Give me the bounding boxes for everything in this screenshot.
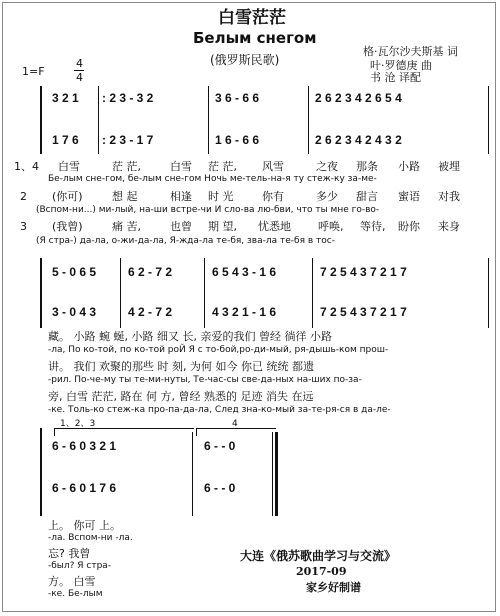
system-brace (40, 86, 42, 154)
lyric-cn: 盼你 (398, 220, 420, 233)
measure-upper: 6 2 - 7 2 (128, 265, 173, 279)
title-chinese: 白雪茫茫 (218, 8, 286, 28)
lyric-cn: 之夜 (316, 160, 338, 173)
measure-lower: 1 6 - 6 6 (215, 133, 260, 147)
volta-label: 1、2、3 (60, 419, 96, 429)
verse-number: 2 (20, 190, 27, 203)
barline (204, 258, 205, 328)
measure-lower: : 2 3 - 1 7 (102, 133, 154, 147)
lyric-cn: 也曾 (170, 220, 192, 233)
measure-upper: 6 5 4 3 - 1 6 (212, 265, 277, 279)
key-signature: 1=F (22, 65, 45, 78)
measure-lower: 6 - 6 0 1 7 6 (52, 481, 117, 495)
measure-upper: : 2 3 - 3 2 (102, 91, 154, 105)
lyric-cn: 呼唤, (318, 220, 344, 233)
system-brace (40, 258, 42, 328)
measure-upper: 3 2 1 (52, 91, 79, 105)
barline (208, 86, 209, 154)
lyric-cn: 你有 (262, 190, 284, 203)
lyric-cn: 忘? 我曾 (48, 547, 91, 560)
volta-bracket (54, 428, 55, 436)
footer-source: 大连《俄苏歌曲学习与交流》 (240, 549, 397, 563)
lyric-cn: 小路 (398, 160, 420, 173)
verse-number: 1、4 (14, 160, 39, 173)
lyric-cn: 风雪 (262, 160, 284, 173)
final-barline (272, 432, 273, 516)
lyric-cn: 蜜语 (398, 190, 420, 203)
lyric-cn: 等待, (360, 220, 386, 233)
measure-upper: 6 - - 0 (204, 439, 236, 453)
barline (98, 86, 99, 154)
time-signature-top: 4 (76, 57, 83, 70)
lyric-ru: -был? Я стра- (48, 561, 112, 571)
measure-upper: 6 - 6 0 3 2 1 (52, 439, 117, 453)
credit-arranger: 书 沧 译配 (370, 71, 421, 84)
final-barline (275, 432, 278, 516)
lyric-cn: (你可) (52, 190, 83, 203)
barline (192, 432, 193, 516)
footer-maker: 家乡好制谱 (306, 581, 361, 594)
system-brace (40, 428, 42, 516)
barline (120, 258, 121, 328)
lyric-cn: 来身 (438, 220, 460, 233)
credit-lyricist: 格·瓦尔沙夫斯基 词 (363, 45, 458, 58)
lyric-cn: 茫 茫, (208, 160, 237, 173)
lyric-cn: 相逢 (170, 190, 192, 203)
lyric-cn: 痛 苦, (112, 220, 141, 233)
title-russian: Белым снегом (193, 29, 317, 47)
volta-label: 4 (232, 419, 238, 429)
verse-number: 3 (20, 220, 27, 233)
barline (308, 86, 309, 154)
time-signature-bottom: 4 (76, 71, 83, 84)
lyric-cn: 旁, 白雪 茫茫, 路在 何 方, 曾经 熟悉的 足迹 消失 在远 (48, 390, 314, 403)
lyric-cn: 期 望, (208, 220, 237, 233)
lyric-ru: -ке. Толь-ко стеж-ка про-па-да-ла, След зна-ко-мый за-те-ря-ся в да-ле- (48, 405, 391, 415)
lyric-cn: 甜言 (356, 190, 378, 203)
volta-bracket (196, 428, 197, 436)
lyric-cn: 时 光 (208, 190, 234, 203)
lyric-cn: (我曾) (52, 220, 83, 233)
lyric-cn: 对我 (438, 190, 460, 203)
lyric-cn: 讲。 我们 欢聚的那些 时 刻, 为何 如今 你已 统统 都遗 (48, 360, 314, 373)
footer-date: 2017-09 (296, 565, 347, 578)
measure-upper: 3 6 - 6 6 (215, 91, 260, 105)
barline (312, 258, 313, 328)
subtitle: (俄罗斯民歌) (210, 53, 280, 67)
lyric-cn: 方。 白雪 (48, 575, 96, 588)
lyric-cn: 被埋 (438, 160, 460, 173)
lyric-ru: -ке. Бе-лым (48, 589, 103, 599)
measure-upper: 2 6 2 3 4 2 6 5 4 (315, 91, 402, 105)
lyric-cn: 藏。 小路 蜿 蜒, 小路 细又 长, 亲爱的我们 曾经 徜徉 小路 (48, 330, 332, 343)
measure-upper: 5 - 0 6 5 (52, 265, 97, 279)
measure-lower: 6 - - 0 (204, 481, 236, 495)
measure-lower: 4 3 2 1 - 1 6 (212, 305, 277, 319)
lyric-ru: -ла. Вспом-ни -ла. (48, 533, 133, 543)
measure-lower: 1 7 6 (52, 133, 79, 147)
lyric-ru: (Я стра-) да-ла, о-жи-да-ла, Я-жда-ла те-бя, зва-ла те-бя в тос- (36, 236, 335, 246)
lyric-cn: 想 起 (112, 190, 138, 203)
lyric-ru: -рил. По-че-му ты те-ми-нуты, Те-час-сы све-да-ных на-ших по-за- (48, 375, 362, 385)
measure-lower: 2 6 2 3 4 2 4 3 2 (315, 133, 402, 147)
measure-upper: 7 2 5 4 3 7 2 1 7 (320, 265, 407, 279)
measure-lower: 4 2 - 7 2 (128, 305, 173, 319)
lyric-ru: (Вспом-ни...) ми-лый, на-ши встре-чи И сло-ва лю-бви, что ты мне го-во- (36, 205, 380, 215)
credit-composer: 叶·罗德庚 曲 (370, 59, 432, 72)
lyric-cn: 那条 (356, 160, 378, 173)
measure-lower: 7 2 5 4 3 7 2 1 7 (320, 305, 407, 319)
lyric-ru: -ла, По ко-той, по ко-той роЙ Я с то-бой,ро-ди-мый, ря-дышь-ком прош- (48, 345, 389, 355)
lyric-cn: 白雪 (58, 160, 80, 173)
lyric-cn: 忧悉地 (258, 220, 291, 233)
lyric-cn: 白雪 (170, 160, 192, 173)
lyric-cn: 茫 茫, (112, 160, 141, 173)
barline (488, 258, 489, 328)
measure-lower: 3 - 0 4 3 (52, 305, 97, 319)
lyric-cn: 多少 (316, 190, 338, 203)
lyric-ru: Бе-лым сне-гом, бе-лым сне-гом Ночь ме-тель-на-я ту стеж-ку за-ме- (48, 174, 377, 184)
lyric-cn: 上。 你可 上。 (48, 519, 121, 532)
barline (488, 86, 489, 154)
